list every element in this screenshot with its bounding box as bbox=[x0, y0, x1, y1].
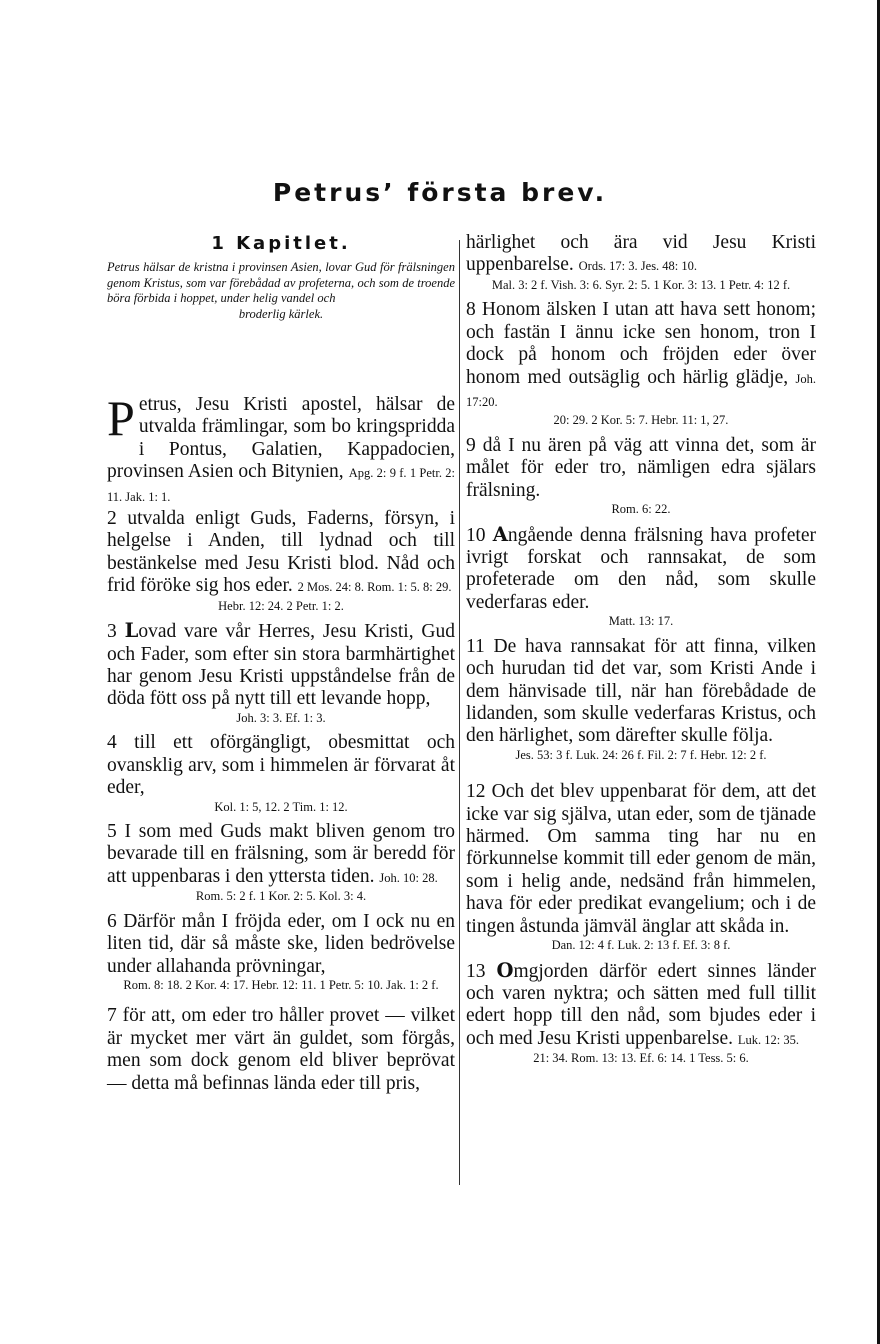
verse-13-initial: O bbox=[496, 958, 514, 982]
page-title: Petrus’ första brev. bbox=[272, 178, 608, 207]
verse-1-dropcap: P bbox=[107, 390, 135, 446]
verse-2-refs: Hebr. 12: 24. 2 Petr. 1: 2. bbox=[218, 598, 344, 613]
verse-9-refs: Rom. 6: 22. bbox=[611, 502, 671, 517]
verse-1-text: etrus, Jesu Kristi apostel, hälsar de utvalda främlingar, som bo kringspridda i Pontus, Galatien, Kappadocien, provinsen Asien och Bitynien, bbox=[107, 394, 455, 483]
summary-last: broderlig kärlek. bbox=[238, 306, 324, 321]
verse-4-refs: Kol. 1: 5, 12. 2 Tim. 1: 12. bbox=[214, 799, 348, 814]
verse-12-refs: Dan. 12: 4 f. Luk. 2: 13 f. Ef. 3: 8 f. bbox=[551, 938, 731, 953]
verse-2 bbox=[107, 508, 455, 599]
right-column bbox=[466, 232, 816, 1073]
verse-3-text: ovad vare vår Herres, Jesu Kristi, Gud och Fader, som efter sin stora barmhärtighet har genom Jesu Kristi uppståndelse från de döda fött oss på nytt till ett levande hopp, bbox=[107, 621, 455, 710]
verse-4: 4 till ett oförgängligt, obesmittat och ovansklig arv, som i himmelen är förvarat åt eder, bbox=[107, 732, 455, 799]
verse-2-text: 2 utvalda enligt Guds, Faderns, försyn, i helgelse i Anden, till lydnad och till bestänkelse med Jesu Kristi blod. Nåd och frid föröke sig hos eder. bbox=[107, 508, 455, 597]
column-divider bbox=[459, 240, 460, 1185]
verse-13-refs-inline: Luk. 12: 35. bbox=[737, 1032, 799, 1047]
verse-11-refs: Jes. 53: 3 f. Luk. 24: 26 f. Fil. 2: 7 f. Hebr. 12: 2 f. bbox=[515, 747, 767, 762]
verse-11: 11 De hava rannsakat för att finna, vilken och hurudan tid det var, som Kristi Ande i dem hänvisade till, när han förebådade de lidanden, som skulle vederfaras Kristus, och den härlighet, som därefter skulle följa. bbox=[466, 635, 816, 747]
verse-5 bbox=[107, 821, 455, 889]
verse-3-initial: L bbox=[124, 619, 139, 643]
verse-10-refs: Matt. 13: 17. bbox=[608, 614, 674, 629]
verse-5-text: 5 I som med Guds makt bliven genom tro bevarade till en frälsning, som är beredd för att uppenbaras i den yttersta tiden. bbox=[107, 821, 455, 887]
verse-1 bbox=[107, 390, 455, 508]
verse-1-refs: Apg. 2: 9 f. 1 Petr. 2: 11. Jak. 1: 1. bbox=[107, 466, 455, 504]
verse-6: 6 Därför mån I fröjda eder, om I ock nu en liten tid, där så måste ske, liden bedrövelse under allahanda prövningar, bbox=[107, 910, 455, 977]
verse-12: 12 Och det blev uppenbarat för dem, att det icke var sig själva, utan eder, som de tjänade härmed. Om samma ting har nu en förkunnelse kommit till eder genom de män, som i helig ande, nedsänd från himmelen, hava för eder predikat evangelium; och i de tingen åstunda jämväl änglar att skåda in. bbox=[466, 781, 816, 937]
verse-10-initial: A bbox=[492, 522, 508, 546]
verse-13-text: mgjorden därför edert sinnes länder och varen nyktra; och sätten med full tillit edert hopp till den nåd, som bjudes eder i och med Jesu Kristi uppenbarelse. bbox=[466, 960, 816, 1049]
verse-8-refs-inline: Joh. 17:20. bbox=[466, 371, 817, 409]
verse-8 bbox=[466, 299, 816, 413]
verse-9: 9 då I nu ären på väg att vinna det, som är målet för eder tro, nämligen edra själars frälsning. bbox=[466, 434, 816, 501]
verse-2-refs-inline: 2 Mos. 24: 8. Rom. 1: 5. 8: 29. bbox=[297, 580, 452, 595]
verse-10 bbox=[466, 524, 816, 615]
verse-8-refs: 20: 29. 2 Kor. 5: 7. Hebr. 11: 1, 27. bbox=[553, 413, 729, 428]
verse-7-refs: Mal. 3: 2 f. Vish. 3: 6. Syr. 2: 5. 1 Kor. 3: 13. 1 Petr. 4: 12 f. bbox=[491, 277, 791, 292]
summary-main: Petrus hälsar de kristna i provinsen Asien, lovar Gud för frälsningen genom Kristus, som var förebådad av profeterna, och som de troende böra förbida i hoppet, under helig vandel och bbox=[107, 260, 455, 305]
verse-3-number: 3 bbox=[107, 621, 117, 643]
verse-7: 7 för att, om eder tro håller provet — vilket är mycket mer värt än guldet, som förgås, men som dock genom eld bliver beprövat — detta må befinnas lända eder till pris, bbox=[107, 1005, 455, 1094]
verse-6-refs: Rom. 8: 18. 2 Kor. 4: 17. Hebr. 12: 11. 1 Petr. 5: 10. Jak. 1: 2 f. bbox=[123, 977, 439, 992]
verse-10-number: 10 bbox=[466, 524, 486, 546]
chapter-summary bbox=[107, 260, 455, 372]
verse-7-cont-text: härlighet och ära vid Jesu Kristi uppenbarelse. bbox=[466, 232, 816, 276]
verse-13 bbox=[466, 960, 816, 1052]
verse-3-refs: Joh. 3: 3. Ef. 1: 3. bbox=[236, 710, 326, 725]
verse-3 bbox=[107, 620, 455, 711]
verse-10-text: ngående denna frälsning hava profeter ivrigt forskat och rannsakat, de som profeterade om den nåd, som skulle vederfaras eder. bbox=[466, 524, 816, 613]
left-column bbox=[107, 232, 455, 1095]
chapter-heading: 1 Kapitlet. bbox=[211, 233, 351, 254]
verse-5-refs: Rom. 5: 2 f. 1 Kor. 2: 5. Kol. 3: 4. bbox=[195, 889, 367, 904]
verse-7-continued bbox=[466, 232, 816, 278]
verse-13-number: 13 bbox=[466, 960, 486, 982]
verse-8-text: 8 Honom älsken I utan att hava sett honom; och fastän I ännu icke sen honom, tron I dock på honom och fröjden eder över honom med outsäglig och härlig glädje, bbox=[466, 299, 816, 388]
verse-5-refs-inline: Joh. 10: 28. bbox=[379, 870, 438, 885]
verse-13-refs: 21: 34. Rom. 13: 13. Ef. 6: 14. 1 Tess. 5: 6. bbox=[533, 1051, 749, 1066]
verse-7-refs-inline: Ords. 17: 3. Jes. 48: 10. bbox=[578, 259, 698, 274]
